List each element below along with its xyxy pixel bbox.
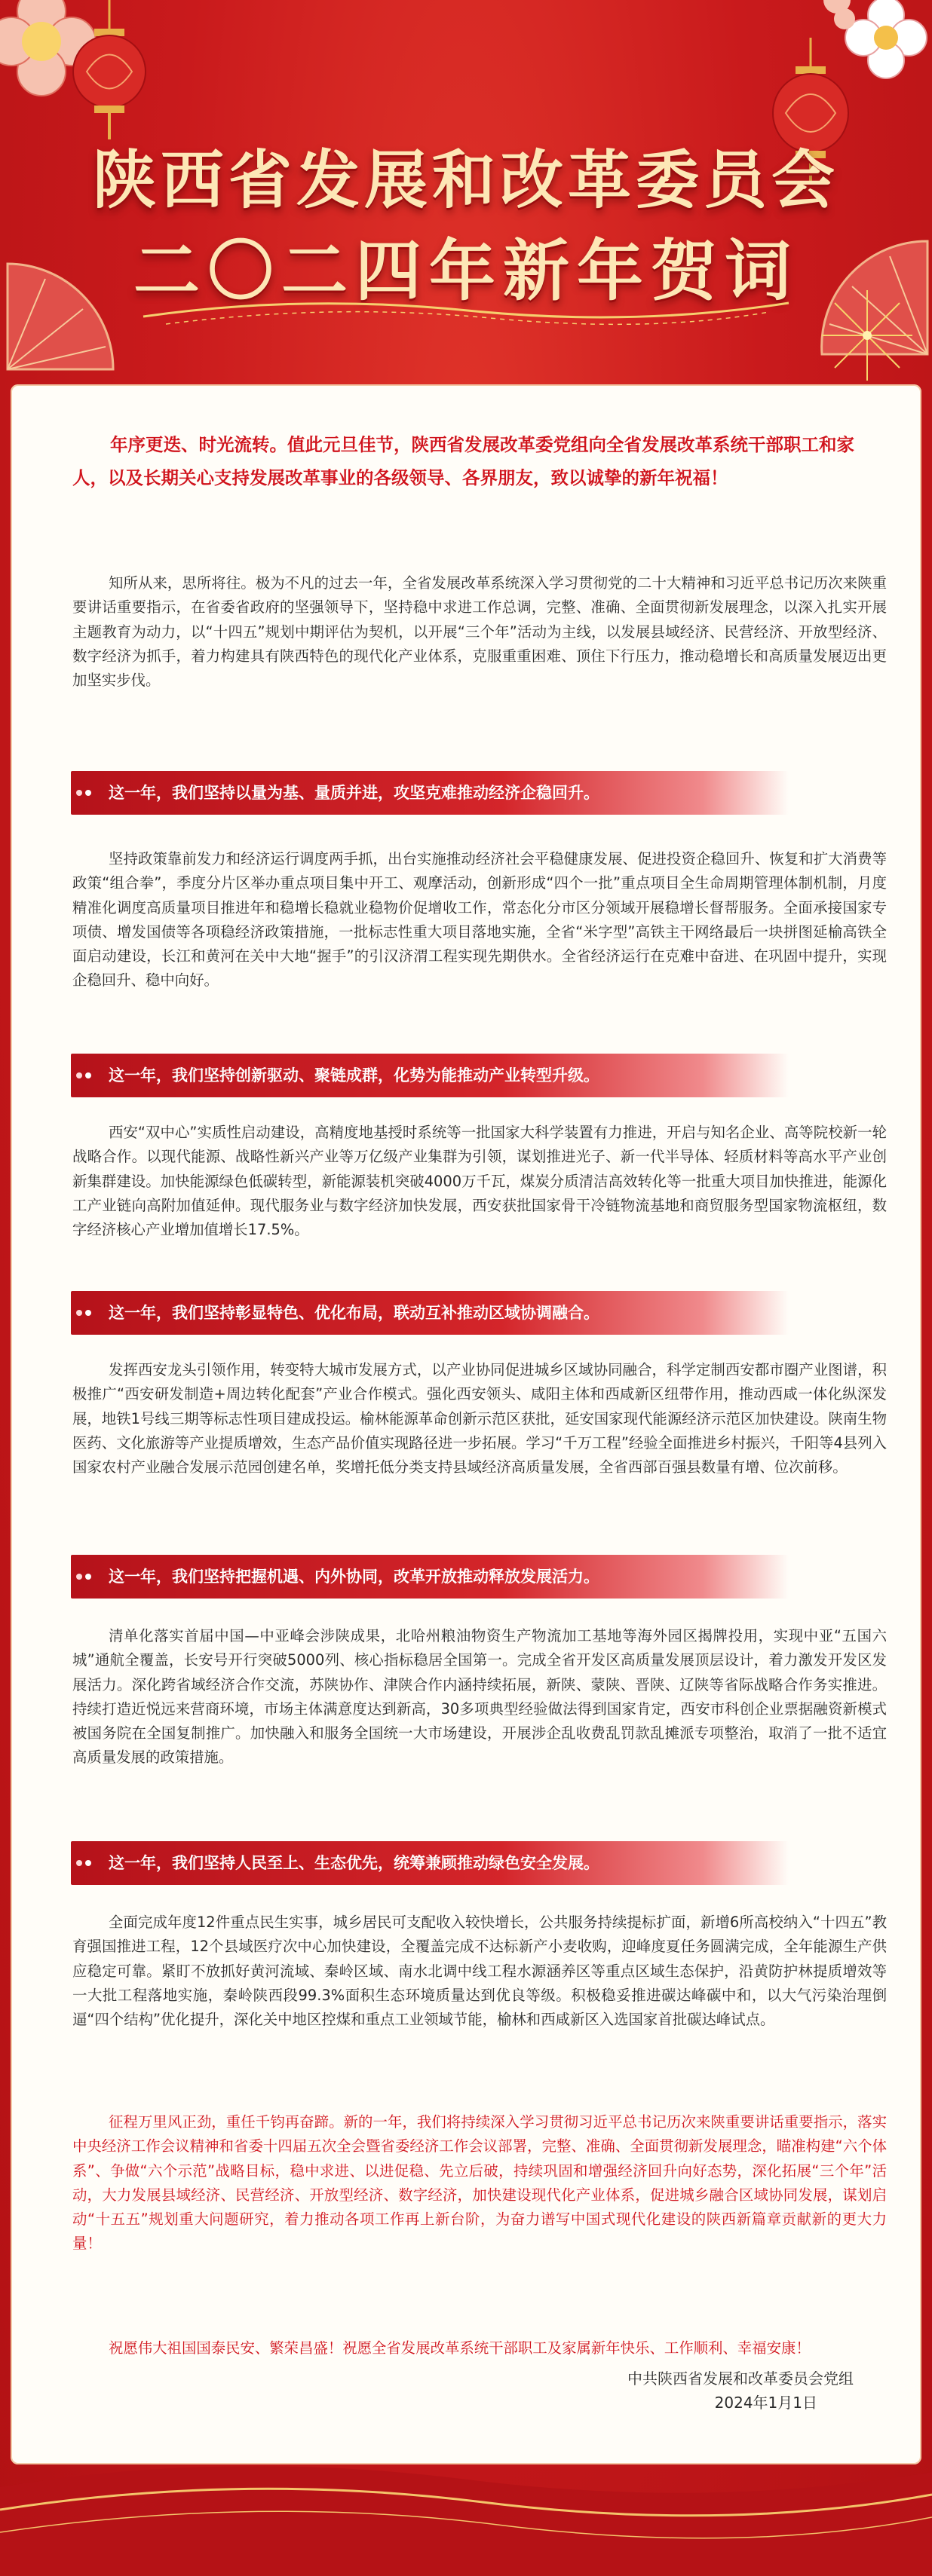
- intro-paragraph: 知所从来，思所将往。极为不凡的过去一年，全省发展改革系统深入学习贯彻党的二十大精神和习近平总书记历次来陕重要讲话重要指示，在省委省政府的坚强领导下，坚持稳中求进工作总调，完整、准确、全面贯彻新发展理念，以深入扎实开展主题教育为动力，以“十四五”规划中期评估为契机，以开展“三个年”活动为主线，以发展县域经济、民营经济、开放型经济、数字经济为抓手，着力构建具有陕西特色的现代化产业体系，克服重重困难、顶住下行压力，推动稳增长和高质量发展迈出更加坚实步伐。: [72, 574, 887, 690]
- signature-block: [552, 2366, 854, 2415]
- bullet-dots-icon: [75, 1571, 98, 1582]
- section-body-1: 坚持政策靠前发力和经济运行调度两手抓，出台实施推动经济社会平稳健康发展、促进投资企稳回升、恢复和扩大消费等政策“组合拳”，季度分片区举办重点项目集中开工、观摩活动，创新形成“四个一批”重点项目全生命周期管理体制机制，月度精准化调度高质量项目推进年和稳增长稳就业稳物价促增收工作，常态化分市区分领域开展稳增长督帮服务。全面承接国家专项债、增发国债等各项稳经济政策措施，一批标志性重大项目落地实施，全省“米字型”高铁主干网络最后一块拼图延榆高铁全面启动建设，长江和黄河在关中大地“握手”的引汉济渭工程实现先期供水。全省经济运行在克难中奋进、在巩固中提升，实现企稳回升、稳中向好。: [72, 850, 887, 990]
- section-heading-text: 这一年，我们坚持创新驱动、聚链成群，化势为能推动产业转型升级。: [109, 1066, 599, 1085]
- section-heading-1: [71, 771, 789, 815]
- lantern-icon: [68, 0, 151, 143]
- section-heading-text: 这一年，我们坚持以量为基、量质并进，攻坚克难推动经济企稳回升。: [109, 784, 599, 802]
- signature-org: 中共陕西省发展和改革委员会党组: [627, 2369, 854, 2388]
- bullet-dots-icon: [75, 1858, 98, 1868]
- section-heading-5: [71, 1841, 789, 1885]
- closing-paragraph: 征程万里风正劲，重任千钧再奋蹄。新的一年，我们将持续深入学习贯彻习近平总书记历次来陕重要讲话重要指示，落实中央经济工作会议精神和省委十四届五次全会暨省委经济工作会议部署，完整、准确、全面贯彻新发展理念，瞄准构建“六个体系”、争做“六个示范”战略目标，稳中求进、以进促稳、先立后破，持续巩固和增强经济回升向好态势，深化拓展“三个年”活动，大力发展县域经济、民营经济、开放型经济、数字经济，加快建设现代化产业体系，促进城乡融合区域协同发展，谋划启动“十五五”规划重大问题研究，着力推动各项工作再上新台阶，为奋力谱写中国式现代化建设的陕西新篇章贡献新的更大力量！: [72, 2113, 887, 2253]
- section-heading-text: 这一年，我们坚持把握机遇、内外协同，改革开放推动释放发展活力。: [109, 1568, 599, 1586]
- section-heading-3: [71, 1291, 789, 1335]
- section-heading-4: [71, 1555, 789, 1599]
- section-body-2: 西安“双中心”实质性启动建设，高精度地基授时系统等一批国家大科学装置有力推进，开启与知名企业、高等院校新一轮战略合作。以现代能源、战略性新兴产业等万亿级产业集群为引领，谋划推进光子、新一代半导体、轻质材料等高水平产业创新集群建设。加快能源绿色低碳转型，新能源装机突破4000万千瓦，煤炭分质清洁高效转化等一批重大项目加快推进，能源化工产业链向高附加值延伸。现代服务业与数字经济加快发展，西安获批国家骨干冷链物流基地和商贸服务型国家物流枢纽，数字经济核心产业增加值增长17.5%。: [72, 1124, 887, 1239]
- section-heading-text: 这一年，我们坚持彰显特色、优化布局，联动互补推动区域协调融合。: [109, 1304, 599, 1322]
- bullet-dots-icon: [75, 1308, 98, 1318]
- page-subtitle: 二〇二四年新年贺词: [133, 231, 799, 310]
- gold-ribbon-decoration: [136, 286, 796, 339]
- section-body-3: 发挥西安龙头引领作用，转变特大城市发展方式，以产业协同促进城乡区域协同融合，科学定制西安都市圈产业图谱，积极推广“西安研发制造+周边转化配套”产业合作模式。强化西安领头、咸阳主体和西咸新区纽带作用，推动西咸一体化纵深发展，地铁1号线三期等标志性项目建成投运。榆林能源革命创新示范区获批，延安国家现代能源经济示范区加快建设。陕南生物医药、文化旅游等产业提质增效，生态产品价值实现路径进一步拓展。学习“千万工程”经验全面推进乡村振兴，千阳等4县列入国家农村产业融合发展示范园创建名单，奖增托低分类支持县域经济高质量发展，全省西部百强县数量有增、位次前移。: [72, 1361, 887, 1476]
- content-card: [11, 384, 921, 2464]
- section-heading-2: [71, 1054, 789, 1097]
- bullet-dots-icon: [75, 788, 98, 798]
- signature-date: 2024年1月1日: [714, 2394, 817, 2412]
- bullet-dots-icon: [75, 1070, 98, 1081]
- greeting-paragraph: 年序更迭、时光流转。值此元旦佳节，陕西省发展改革委党组向全省发展改革系统干部职工和家人，以及长期关心支持发展改革事业的各级领导、各界朋友，致以诚挚的新年祝福！: [72, 434, 854, 488]
- section-body-5: 全面完成年度12件重点民生实事，城乡居民可支配收入较快增长，公共服务持续提标扩面，新增6所高校纳入“十四五”教育强国推进工程，12个县域医疗次中心加快建设，全覆盖完成不达标新产小麦收购，迎峰度夏任务圆满完成，全年能源生产供应稳定可靠。紧盯不放抓好黄河流域、秦岭区域、南水北调中线工程水源涵养区等重点区域生态保护，沿黄防护林提质增效等一大批工程落地实施，秦岭陕西段99.3%面积生态环境质量达到优良等级。积极稳妥推进碳达峰碳中和，以大气污染治理倒逼“四个结构”优化提升，深化关中地区控煤和重点工业领域节能，榆林和西咸新区入选国家首批碳达峰试点。: [72, 1914, 887, 2029]
- wishes-paragraph: 祝愿伟大祖国国泰民安、繁荣昌盛！祝愿全省发展改革系统干部职工及家属新年快乐、工作顺利、幸福安康！: [109, 2339, 811, 2357]
- section-body-4: 清单化落实首届中国—中亚峰会涉陕成果，北哈州粮油物资生产物流加工基地等海外园区揭牌投用，实现中亚“五国六城”通航全覆盖，长安号开行突破5000列、核心指标稳居全国第一。完成全省开发区高质量发展顶层设计，着力激发开发区发展活力。深化跨省域经济合作交流，苏陕协作、津陕合作内涵持续拓展，新陕、蒙陕、晋陕、辽陕等省际战略合作务实推进。持续打造近悦远来营商环境，市场主体满意度达到新高，30多项典型经验做法得到国家肯定，西安市科创企业票据融资新模式被国务院在全国复制推广。加快融入和服务全国统一大市场建设，开展涉企乱收费乱罚款乱摊派专项整治，取消了一批不适宜高质量发展的政策措施。: [72, 1627, 887, 1767]
- page-title: 陕西省发展和改革委员会: [92, 142, 839, 217]
- footer-wave-decoration: [0, 2442, 932, 2576]
- section-heading-text: 这一年，我们坚持人民至上、生态优先，统筹兼顾推动绿色安全发展。: [109, 1854, 599, 1872]
- header-banner: [0, 0, 932, 392]
